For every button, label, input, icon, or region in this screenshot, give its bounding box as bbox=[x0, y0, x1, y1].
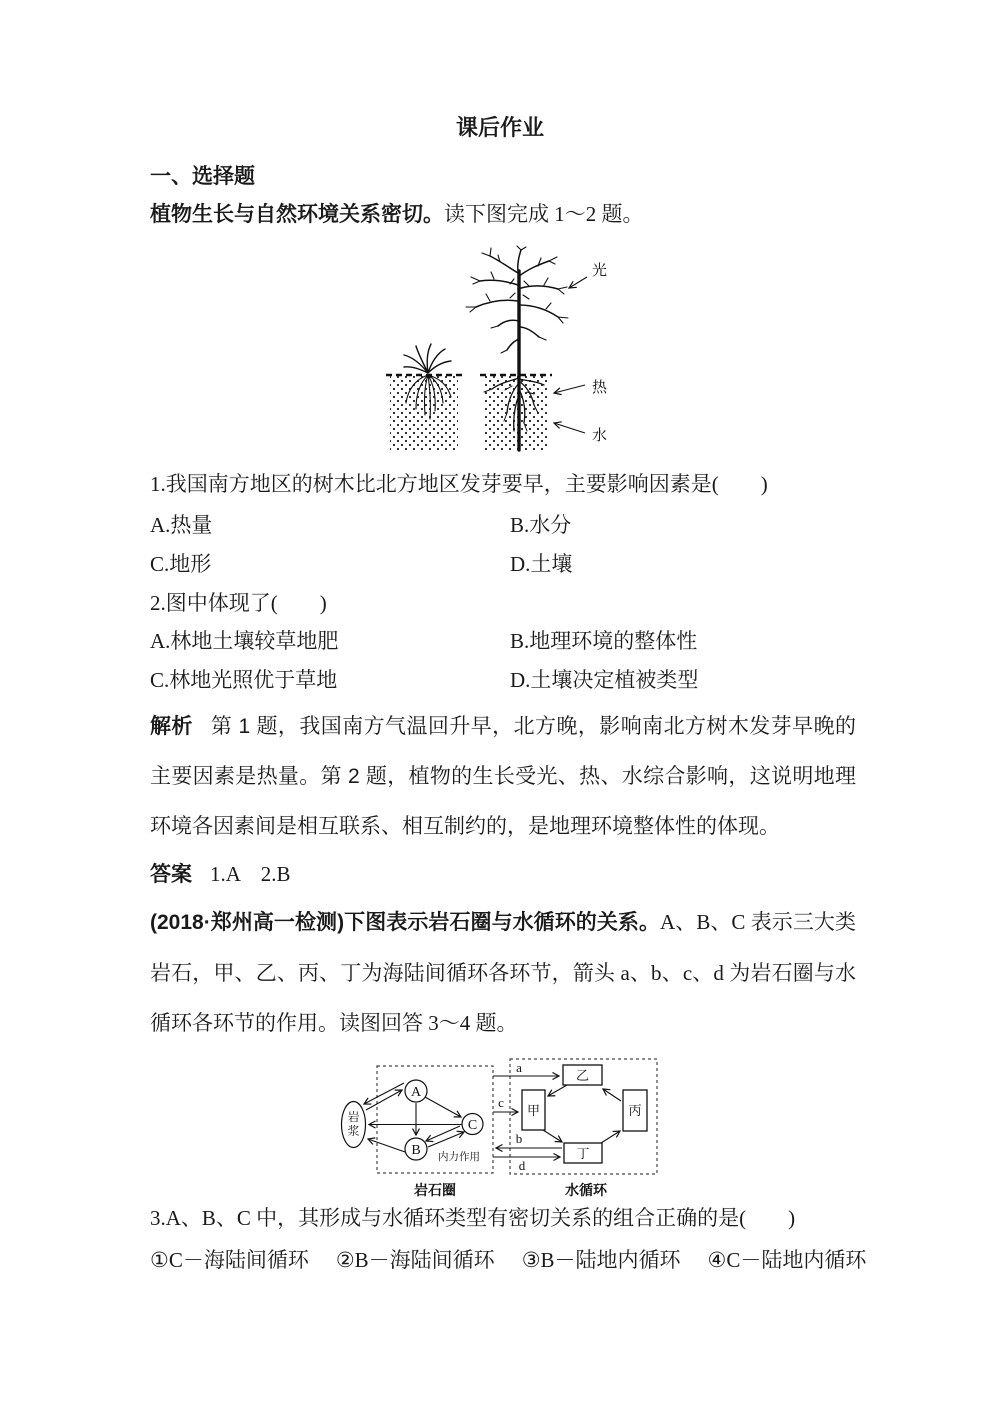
lithosphere-caption: 岩石圈 bbox=[414, 1182, 456, 1198]
analysis-label: 解析 bbox=[150, 715, 193, 738]
q3-choice-2: ②B－海陆间循环 bbox=[335, 1248, 495, 1272]
heat-label: 热 bbox=[592, 380, 608, 396]
q2-option-b: B.地理环境的整体性 bbox=[510, 629, 698, 653]
q1-option-d: D.土壤 bbox=[510, 552, 573, 576]
q2-option-d: D.土壤决定植被类型 bbox=[510, 668, 699, 692]
group2-intro-normal: A、B、C 表示三大类岩石，甲、乙、丙、丁为海陆间循环各环节，箭头 a、b、c、d 为岩石圈与水循环各环节的作用。 bbox=[150, 910, 856, 1035]
question-2-options bbox=[150, 628, 856, 693]
soil-block-grass bbox=[390, 375, 458, 452]
q1-option-c: C.地形 bbox=[150, 552, 212, 576]
q3-choice-3: ③B－陆地内循环 bbox=[521, 1248, 681, 1272]
answer-line bbox=[150, 861, 856, 888]
group1-intro-bold: 植物生长与自然环境关系密切。 bbox=[150, 203, 444, 226]
q2-option-c: C.林地光照优于草地 bbox=[150, 668, 338, 692]
plant-environment-figure bbox=[368, 243, 618, 458]
arrow-a-label: a bbox=[516, 1060, 522, 1075]
answer-values: 1.A 2.B bbox=[210, 862, 291, 886]
answer-label: 答案 bbox=[150, 863, 192, 886]
ding-label: 丁 bbox=[576, 1146, 590, 1161]
water-cycle-caption: 水循环 bbox=[565, 1182, 607, 1198]
arrow-c-label: c bbox=[498, 1095, 504, 1110]
light-label: 光 bbox=[592, 263, 608, 279]
group2-intro-bold: (2018·郑州高一检测)下图表示岩石圈与水循环的关系。 bbox=[150, 911, 661, 934]
question-3-stem: 3.A、B、C 中，其形成与水循环类型有密切关系的组合正确的是( ) bbox=[150, 1206, 796, 1230]
page-title: 课后作业 bbox=[455, 115, 544, 140]
q2-option-a: A.林地土壤较草地肥 bbox=[150, 629, 339, 653]
group2-intro bbox=[150, 897, 856, 1048]
arrow-d-label: d bbox=[518, 1158, 526, 1173]
magma-label: 岩浆 bbox=[347, 1110, 360, 1138]
bing-label: 丙 bbox=[628, 1103, 642, 1118]
group2-intro-instruction: 读图回答 3～4 题。 bbox=[339, 1011, 518, 1035]
q3-choice-4: ④C－陆地内循环 bbox=[707, 1248, 867, 1272]
rock-c-label: C bbox=[467, 1118, 478, 1133]
rock-a-label: A bbox=[410, 1085, 422, 1100]
group1-intro bbox=[150, 201, 856, 228]
arrow-b-label: b bbox=[515, 1131, 523, 1146]
water-arrow bbox=[554, 423, 585, 433]
rock-b-label: B bbox=[411, 1143, 421, 1158]
heat-arrow bbox=[554, 385, 585, 393]
question-2-stem: 2.图中体现了( ) bbox=[150, 591, 327, 615]
yi-label: 乙 bbox=[575, 1068, 590, 1083]
group1-intro-instruction: 读下图完成 1～2 题。 bbox=[444, 202, 644, 226]
question-1-stem: 1.我国南方地区的树木比北方地区发芽要早，主要影响因素是( ) bbox=[150, 472, 768, 496]
rock-water-cycle-figure bbox=[338, 1052, 682, 1202]
water-label: 水 bbox=[592, 428, 608, 444]
q1-option-a: A.热量 bbox=[150, 513, 213, 537]
q1-option-b: B.水分 bbox=[510, 513, 572, 537]
light-arrow bbox=[569, 277, 587, 288]
internal-force-label: 内力作用 bbox=[438, 1152, 480, 1163]
question-1-options bbox=[150, 512, 856, 577]
analysis-text: 第 1 题，我国南方气温回升早，北方晚，影响南北方树木发芽早晚的主要因素是热量。第 2 题，植物的生长受光、热、水综合影响，这说明地理环境各因素间是相互联系、相互制约的，是地理环境整体性的体现。 bbox=[150, 715, 856, 838]
q3-choice-1: ①C－海陆间循环 bbox=[150, 1248, 309, 1272]
jia-label: 甲 bbox=[526, 1103, 541, 1118]
section-heading: 一、选择题 bbox=[150, 165, 255, 188]
analysis-paragraph bbox=[150, 702, 856, 852]
question-3-choices bbox=[150, 1247, 910, 1273]
